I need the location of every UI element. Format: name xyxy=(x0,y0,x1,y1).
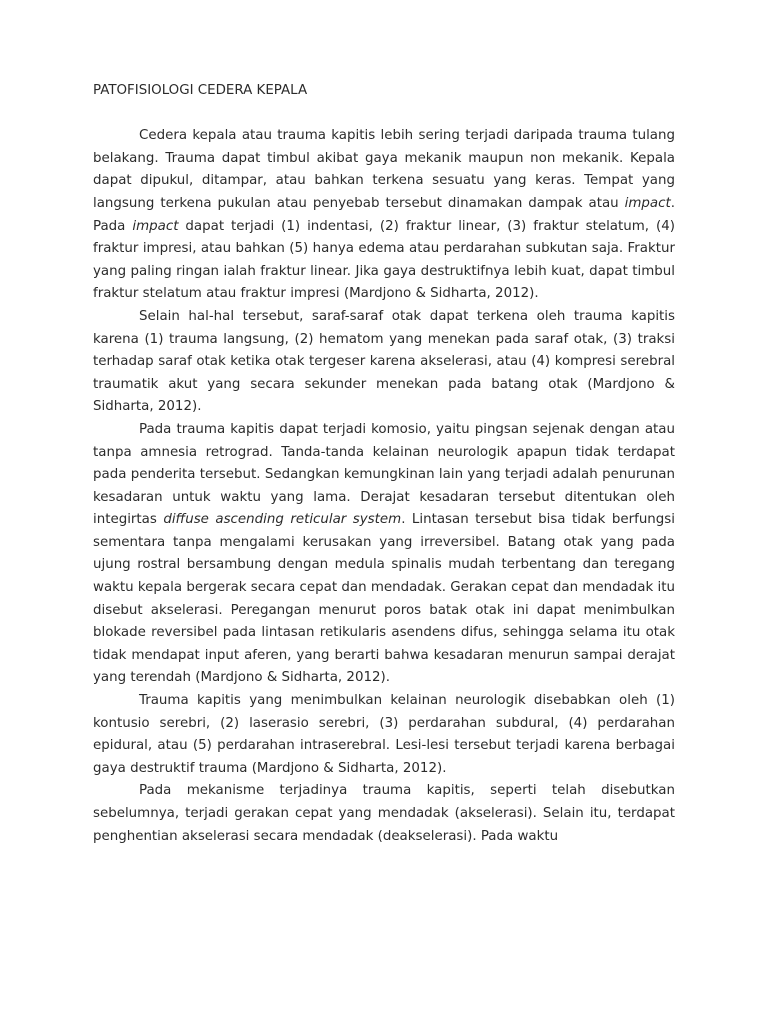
text-run: Trauma kapitis yang menimbulkan kelainan neurologik disebabkan oleh (1) kontusio serebri, (2) laserasio serebri, (3) perdarahan subdural, (4) perdarahan epidural, atau (5) perdarahan intraserebral. Lesi-lesi tersebut terjadi karena berbagai gaya destruktif trauma (Mardjono & Sidharta, 2012). xyxy=(93,693,675,776)
blank-line xyxy=(93,103,675,126)
text-run: dapat terjadi (1) indentasi, (2) fraktur linear, (3) fraktur stelatum, (4) fraktur impresi, atau bahkan (5) hanya edema atau perdarahan subkutan saja. Fraktur yang paling ringan ialah fraktur linear. Jika gaya destruktifnya lebih kuat, dapat timbul fraktur stelatum atau fraktur impresi (Mardjono & Sidharta, 2012). xyxy=(93,218,675,302)
text-run: Pada mekanisme terjadinya trauma kapitis, seperti telah disebutkan sebelumnya, terjadi gerakan cepat yang mendadak (akselerasi). Selain itu, terdapat penghentian akselerasi secara mendadak (deakselerasi). Pada waktu xyxy=(93,783,675,844)
italic-term: diffuse ascending reticular system xyxy=(163,512,402,528)
text-run: Pada trauma kapitis dapat terjadi komosio, yaitu pingsan sejenak dengan atau tanpa amnesia retrograd. Tanda-tanda kelainan neurologik apapun tidak terdapat pada penderita tersebut. Sedangkan kemungkinan lain yang terjadi adalah penurunan kesadaran untuk waktu yang lama. Derajat kesadaran tersebut ditentukan oleh integirtas xyxy=(93,421,675,528)
paragraph-1 xyxy=(93,125,675,306)
paragraph-3 xyxy=(93,419,675,690)
italic-term: impact xyxy=(132,218,179,234)
text-run: Selain hal-hal tersebut, saraf-saraf otak dapat terkena oleh trauma kapitis karena (1) trauma langsung, (2) hematom yang menekan pada saraf otak, (3) traksi terhadap saraf otak ketika otak tergeser karena akselerasi, atau (4) kompresi serebral traumatik akut yang secara sekunder menekan pada batang otak (Mardjono & Sidharta, 2012). xyxy=(93,308,675,415)
text-run: Cedera kepala atau trauma kapitis lebih sering terjadi daripada trauma tulang belakang. Trauma dapat timbul akibat gaya mekanik maupun non mekanik. Kepala dapat dipukul, ditampar, atau bahkan terkena sesuatu yang keras. Tempat yang langsung terkena pukulan atau penyebab tersebut dinamakan dampak atau xyxy=(93,128,675,211)
paragraph-5 xyxy=(93,780,675,848)
paragraph-2 xyxy=(93,306,675,419)
document-body xyxy=(93,125,675,848)
italic-term: impact xyxy=(624,195,671,211)
document-title: PATOFISIOLOGI CEDERA KEPALA xyxy=(93,83,308,98)
paragraph-4 xyxy=(93,690,675,780)
text-run: . Pada xyxy=(93,195,675,234)
document-page xyxy=(93,80,675,848)
text-run: . Lintasan tersebut bisa tidak berfungsi sementara tanpa mengalami kerusakan yang irreversibel. Batang otak yang pada ujung rostral bersambung dengan medula spinalis mudah terbentang dan teregang waktu kepala bergerak secara cepat dan mendadak. Gerakan cepat dan mendadak itu disebut akselerasi. Peregangan menurut poros batak otak ini dapat menimbulkan blokade reversibel pada lintasan retikularis asendens difus, sehingga selama itu otak tidak mendapat input aferen, yang berarti bahwa kesadaran menurun sampai derajat yang terendah (Mardjono & Sidharta, 2012). xyxy=(93,512,675,686)
